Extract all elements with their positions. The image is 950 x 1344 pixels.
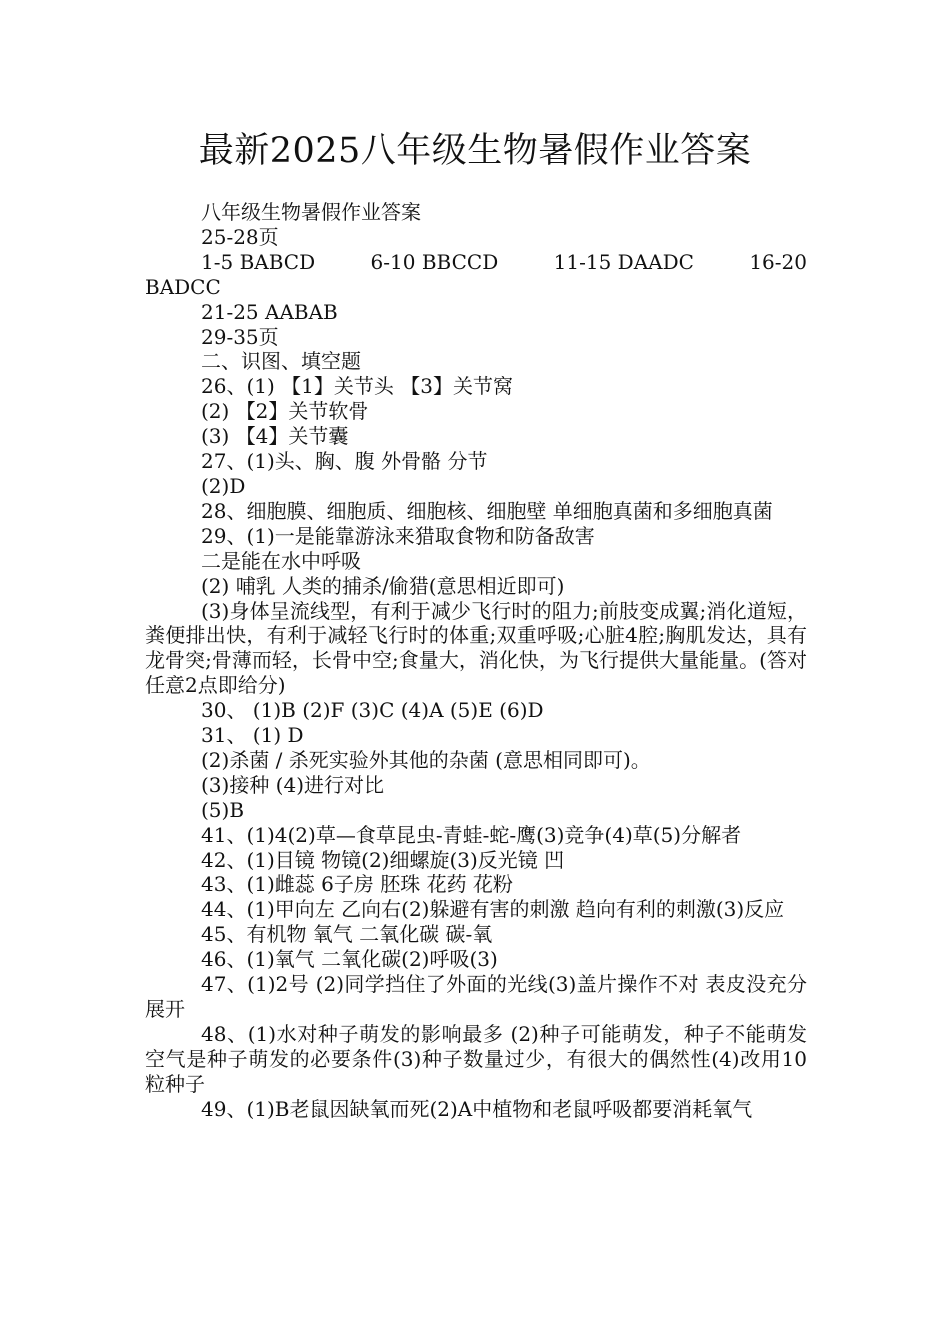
mc-answer-group: 11-15 DAADC	[553, 249, 694, 274]
answer-q27-1: 27、(1)头、胸、腹 外骨骼 分节	[201, 449, 488, 474]
answer-q29-1: 29、(1)一是能靠游泳来猎取食物和防备敌害	[201, 523, 595, 548]
answer-q29-2: (2) 哺乳 人类的捕杀/偷猎(意思相近即可)	[201, 573, 565, 598]
answer-q28: 28、细胞膜、细胞质、细胞核、细胞壁 单细胞真菌和多细胞真菌	[201, 498, 773, 523]
answer-q27-2: (2)D	[201, 473, 246, 498]
mc-answers-row-1	[145, 250, 807, 275]
mc-answer-group: 16-20	[749, 249, 807, 274]
answer-q45: 45、有机物 氧气 二氧化碳 碳-氧	[201, 922, 493, 947]
answer-q42: 42、(1)目镜 物镜(2)细螺旋(3)反光镜 凹	[201, 847, 565, 872]
answer-q31-2: (2)杀菌 / 杀死实验外其他的杂菌 (意思相同即可)。	[201, 747, 651, 772]
answer-q31-5: (5)B	[201, 797, 245, 822]
mc-answers-wrap: BADCC	[145, 274, 221, 299]
subtitle: 八年级生物暑假作业答案	[201, 200, 421, 224]
page-range-25-28: 25-28页	[201, 224, 279, 249]
answer-q41: 41、(1)4(2)草—食草昆虫-青蛙-蛇-鹰(3)竞争(4)草(5)分解者	[201, 822, 742, 847]
answer-q31-1: 31、 (1) D	[201, 723, 304, 748]
mc-answer-group: 1-5 BABCD	[201, 249, 316, 274]
answer-q29-3: (3)身体呈流线型，有利于减少飞行时的阻力;前肢变成翼;消化道短，粪便排出快，有利于减轻飞行时的体重;双重呼吸;心脏4腔;胸肌发达，具有龙骨突;骨薄而轻，长骨中空;食量大，消化快，为飞行提供大量能量。(答对任意2点即给分)	[145, 598, 807, 698]
answer-q26-3: (3) 【4】关节囊	[201, 424, 349, 449]
document-title: 最新2025八年级生物暑假作业答案	[198, 131, 752, 171]
answer-q43: 43、(1)雌蕊 6子房 胚珠 花药 花粉	[201, 872, 513, 897]
section-heading: 二、识图、填空题	[201, 349, 361, 374]
answer-q49: 49、(1)B老鼠因缺氧而死(2)A中植物和老鼠呼吸都要消耗氧气	[201, 1096, 753, 1121]
answer-q47: 47、(1)2号 (2)同学挡住了外面的光线(3)盖片操作不对 表皮没充分展开	[145, 972, 807, 1021]
answer-q29-1b: 二是能在水中呼吸	[201, 548, 361, 573]
answer-q31-3: (3)接种 (4)进行对比	[201, 772, 385, 797]
answer-q44: 44、(1)甲向左 乙向右(2)躲避有害的刺激 趋向有利的刺激(3)反应	[201, 897, 785, 922]
document-body	[145, 200, 807, 1122]
answer-q30: 30、 (1)B (2)F (3)C (4)A (5)E (6)D	[201, 698, 544, 723]
page-range-29-35: 29-35页	[201, 324, 279, 349]
answer-q26-2: (2) 【2】关节软骨	[201, 399, 369, 424]
answer-q46: 46、(1)氧气 二氧化碳(2)呼吸(3)	[201, 947, 498, 972]
answer-q48: 48、(1)水对种子萌发的影响最多 (2)种子可能萌发，种子不能萌发 空气是种子萌发的必要条件(3)种子数量过少，有很大的偶然性(4)改用10粒种子	[145, 1021, 807, 1096]
mc-answer-group: 6-10 BBCCD	[370, 249, 499, 274]
mc-answers-row-2: 21-25 AABAB	[201, 299, 338, 324]
answer-q26-1: 26、(1) 【1】关节头 【3】关节窝	[201, 374, 513, 399]
